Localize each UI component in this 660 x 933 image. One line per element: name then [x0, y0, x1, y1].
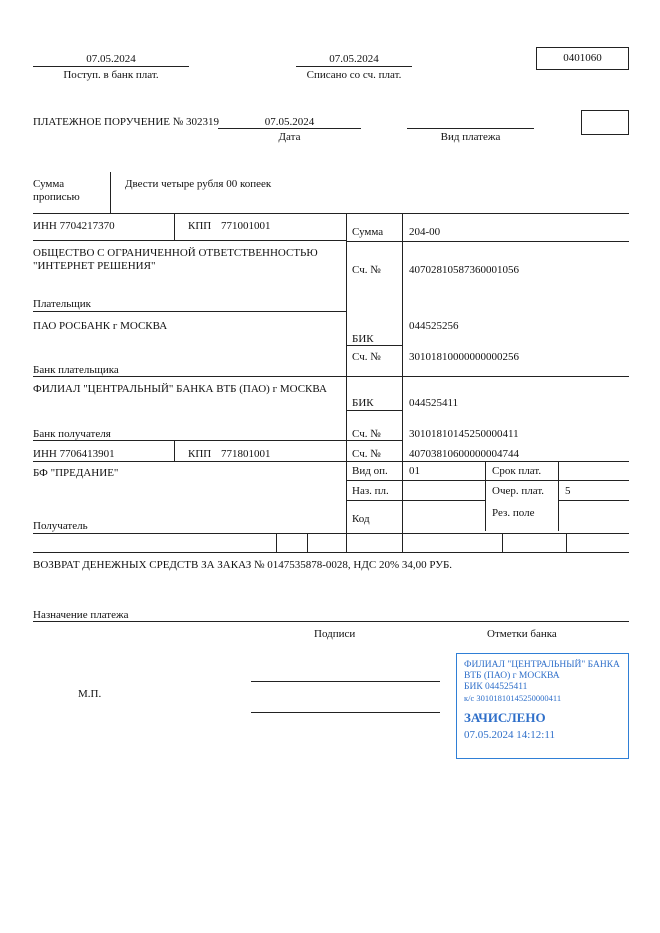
- stamp-line-3: БИК 044525411: [464, 682, 528, 692]
- priority-label: Очер. плат.: [492, 485, 545, 497]
- payee-label: Получатель: [33, 520, 88, 532]
- amount-value: 204-00: [409, 226, 441, 238]
- payer-name-line-2: "ИНТЕРНЕТ РЕШЕНИЯ": [33, 260, 156, 272]
- divider: [558, 500, 629, 501]
- bank-stamp: [456, 653, 629, 759]
- divider: [346, 241, 629, 242]
- divider: [558, 461, 559, 531]
- divider: [33, 240, 346, 241]
- divider: [566, 533, 567, 553]
- divider: [402, 213, 403, 553]
- order-date-label: Дата: [278, 131, 301, 143]
- payee-acc-label: Сч. №: [352, 448, 381, 460]
- purpose-label: Назначение платежа: [33, 609, 129, 621]
- payee-bank-label: Банк получателя: [33, 428, 111, 440]
- stamp-line-1: ФИЛИАЛ "ЦЕНТРАЛЬНЫЙ" БАНКА: [464, 660, 620, 670]
- payee-bank-bik: 044525411: [409, 397, 459, 409]
- debited-label: Списано со сч. плат.: [306, 69, 402, 81]
- payer-kpp-label: КПП: [188, 220, 212, 232]
- stamp-datetime: 07.05.2024 14:12:11: [464, 729, 555, 741]
- divider: [485, 461, 486, 531]
- payer-bank-label: Банк плательщика: [33, 364, 119, 376]
- divider: [33, 533, 629, 534]
- code-label: Код: [352, 513, 370, 525]
- signature-line: [251, 681, 440, 682]
- bank-marks-label: Отметки банка: [487, 628, 557, 640]
- op-type-label: Вид оп.: [352, 465, 388, 477]
- divider: [33, 621, 629, 622]
- payee-acc: 40703810600000004744: [409, 448, 519, 460]
- payment-type-label: Вид платежа: [440, 131, 501, 143]
- payer-inn: ИНН 7704217370: [33, 220, 115, 232]
- payer-bank-acc: 30101810000000000256: [409, 351, 519, 363]
- payer-bank-name: ПАО РОСБАНК г МОСКВА: [33, 320, 168, 332]
- signatures-label: Подписи: [314, 628, 356, 640]
- payment-status-box: [581, 110, 629, 135]
- divider: [174, 440, 175, 461]
- stamp-status: ЗАЧИСЛЕНО: [464, 710, 546, 725]
- received-label: Поступ. в банк плат.: [63, 69, 159, 81]
- debited-date: 07.05.2024: [329, 53, 379, 65]
- divider: [346, 213, 347, 553]
- divider: [296, 66, 412, 67]
- payer-account-label: Сч. №: [352, 264, 381, 276]
- payer-kpp: 771001001: [221, 220, 271, 232]
- payee-bank-acc-label: Сч. №: [352, 428, 381, 440]
- divider: [33, 66, 189, 67]
- reserve-label: Рез. поле: [492, 507, 535, 519]
- divider: [174, 213, 175, 241]
- payer-name-line-1: ОБЩЕСТВО С ОГРАНИЧЕННОЙ ОТВЕТСТВЕННОСТЬЮ: [33, 247, 318, 259]
- amount-words-label-2: прописью: [33, 191, 80, 203]
- amount-label: Сумма: [352, 226, 384, 238]
- op-type: 01: [409, 465, 420, 477]
- divider: [276, 533, 277, 553]
- payee-bank-acc: 30101810145250000411: [409, 428, 519, 440]
- purpose-code-label: Наз. пл.: [352, 485, 389, 497]
- received-date: 07.05.2024: [86, 53, 136, 65]
- amount-words-label-1: Сумма: [33, 178, 65, 190]
- divider: [33, 311, 346, 312]
- divider: [33, 213, 629, 214]
- divider: [307, 533, 308, 553]
- payer-label: Плательщик: [33, 298, 91, 310]
- divider: [346, 500, 485, 501]
- due-label: Срок плат.: [492, 465, 542, 477]
- payer-bank-acc-label: Сч. №: [352, 351, 381, 363]
- divider: [218, 128, 361, 129]
- payee-kpp-label: КПП: [188, 448, 212, 460]
- divider: [33, 552, 629, 553]
- divider: [110, 172, 111, 214]
- payer-account: 40702810587360001056: [409, 264, 519, 276]
- divider: [407, 128, 534, 129]
- divider: [33, 461, 629, 462]
- divider: [33, 440, 403, 441]
- form-code: 0401060: [563, 52, 602, 64]
- divider: [346, 410, 402, 411]
- divider: [346, 480, 629, 481]
- seal-label: М.П.: [78, 688, 102, 700]
- amount-words-value: Двести четыре рубля 00 копеек: [125, 178, 272, 190]
- order-title: ПЛАТЕЖНОЕ ПОРУЧЕНИЕ № 302319: [33, 116, 220, 128]
- payer-bank-bik: 044525256: [409, 320, 459, 332]
- stamp-line-4: к/с 30101810145250000411: [464, 693, 562, 703]
- payee-bank-name: ФИЛИАЛ "ЦЕНТРАЛЬНЫЙ" БАНКА ВТБ (ПАО) г МОСКВА: [33, 383, 327, 395]
- payee-name: БФ "ПРЕДАНИЕ": [33, 467, 119, 479]
- order-date: 07.05.2024: [264, 116, 315, 128]
- purpose-text: ВОЗВРАТ ДЕНЕЖНЫХ СРЕДСТВ ЗА ЗАКАЗ № 0147535878-0028, НДС 20% 34,00 РУБ.: [33, 559, 453, 571]
- payee-kpp: 771801001: [221, 448, 271, 460]
- stamp-line-2: ВТБ (ПАО) г МОСКВА: [464, 671, 560, 681]
- payee-inn: ИНН 7706413901: [33, 448, 115, 460]
- payer-bank-bik-label: БИК: [352, 333, 374, 345]
- divider: [33, 376, 629, 377]
- divider: [346, 345, 402, 346]
- signature-line: [251, 712, 440, 713]
- priority: 5: [565, 485, 571, 497]
- divider: [502, 533, 503, 553]
- payee-bank-bik-label: БИК: [352, 397, 374, 409]
